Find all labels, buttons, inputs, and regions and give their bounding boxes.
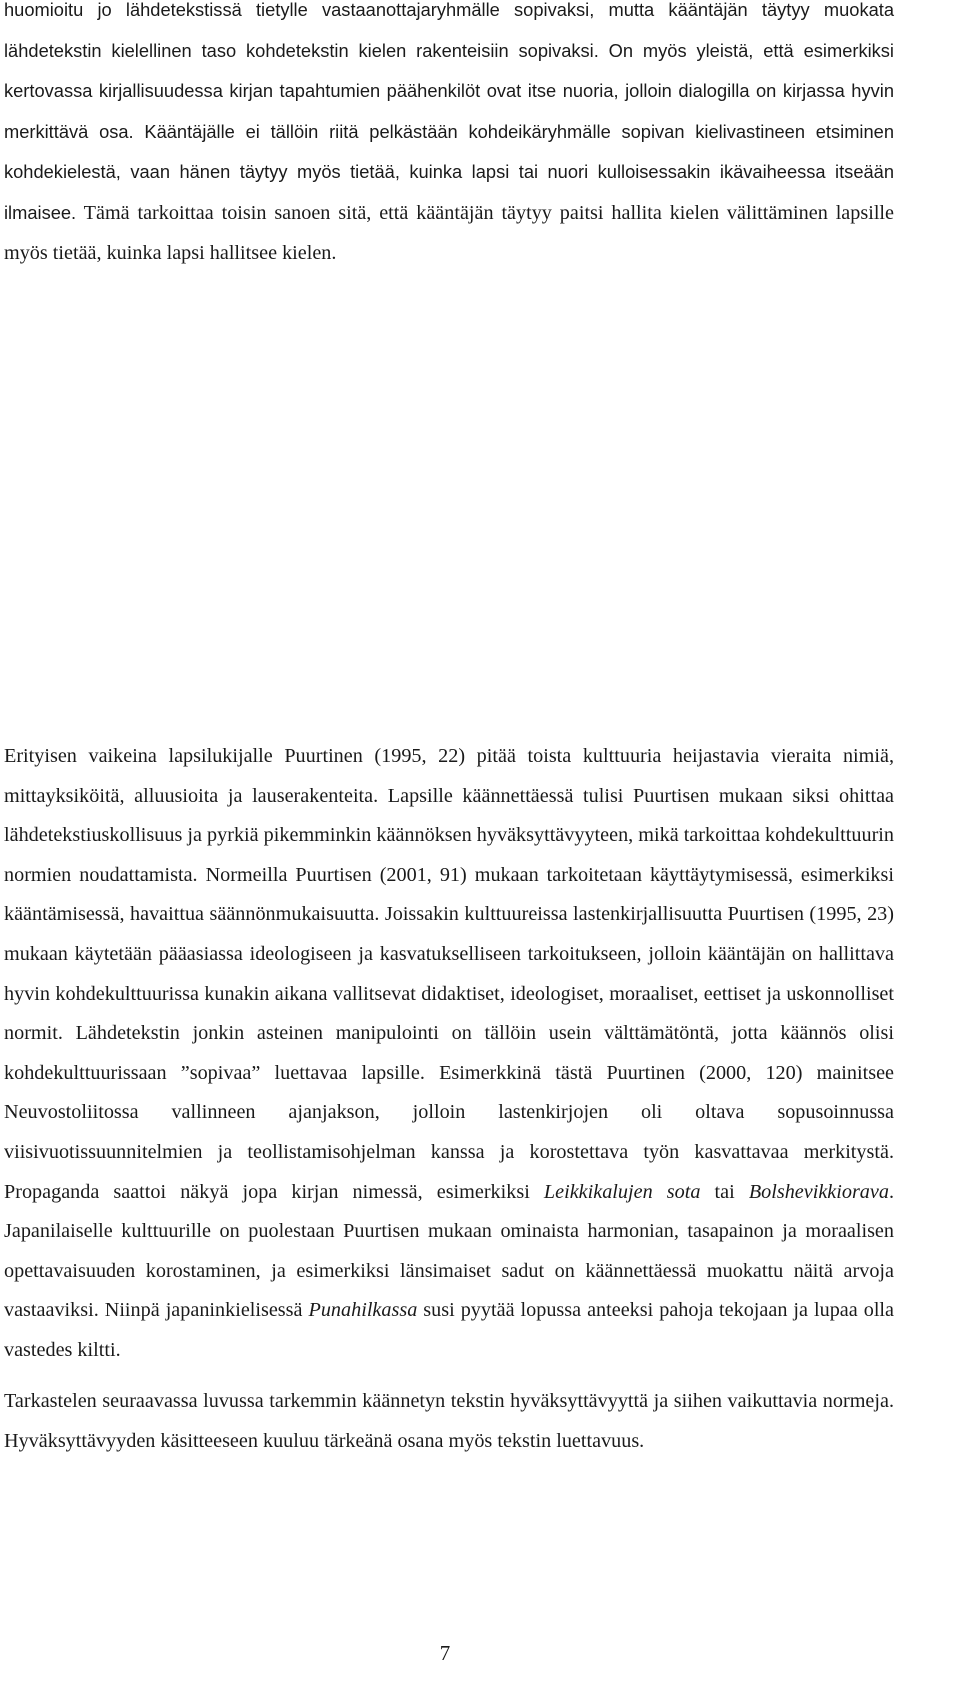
page-number: 7	[439, 1641, 451, 1665]
paragraph-1	[4, 0, 894, 273]
paragraph-1-serif-text: Tämä tarkoittaa toisin sanoen sitä, että kääntäjän täytyy paitsi hallita kielen välittäminen lapsille myös tietää, kuinka lapsi hallitsee kielen.	[4, 201, 894, 264]
paragraph-1-sans-text: huomioitu jo lähdetekstissä tietylle vastaanottajaryhmälle sopivaksi, mutta kääntäjän täytyy muokata lähdetekstin kielellinen taso kohdetekstin kielen rakenteisiin sopivaksi. On myös yleistä, että esimerkiksi kertovassa kirjallisuudessa kirjan tapahtumien päähenkilöt ovat itse nuoria, jolloin dialogilla on kirjassa hyvin merkittävä osa. Kääntäjälle ei tällöin riitä pelkästään kohdeikäryhmälle sopivan kielivastineen etsiminen kohdekielestä, vaan hänen täytyy myös tietää, kuinka lapsi tai nuori kulloisessakin ikävaiheessa itseään ilmaisee.	[4, 0, 894, 223]
book-title-bolshevikkiorava: Bolshevikkiorava	[748, 1180, 889, 1203]
paragraph-3: Tarkastelen seuraavassa luvussa tarkemmin käännetyn tekstin hyväksyttävyyttä ja siihen vaikuttavia normeja. Hyväksyttävyyden käsitteeseen kuuluu tärkeänä osana myös tekstin luettavuus.	[4, 1390, 894, 1452]
paragraph-2-text-d: susi pyytää lopussa anteeksi pahoja tekojaan ja lupaa olla vastedes kiltti.	[4, 1299, 894, 1361]
paragraph-2-text-a: Erityisen vaikeina lapsilukijalle Puurtinen (1995, 22) pitää toista kulttuuria heijastavia vieraita nimiä, mittayksiköitä, alluusioita ja lauserakenteita. Lapsille käännettäessä tulisi Puurtisen mukaan siksi ohittaa lähdetekstiuskollisuus ja pyrkiä pikemminkin käännöksen hyväksyttävyyteen, mikä tarkoittaa kohdekulttuurin normien noudattamista. Normeilla Puurtisen (2001, 91) mukaan tarkoitetaan käyttäytymisessä, esimerkiksi kääntämisessä, havaittua säännönmukaisuutta. Joissakin kulttuureissa lastenkirjallisuutta Puurtisen (1995, 23) mukaan käytetään pääasiassa ideologiseen ja kasvatukselliseen tarkoitukseen, jolloin kääntäjän on hallittava hyvin kohdekulttuurissa kunakin aikana vallitsevat didaktiset, ideologiset, moraaliset, eettiset ja uskonnolliset normit. Lähdetekstin jonkin asteinen manipulointi on tällöin usein välttämätöntä, jotta käännös olisi kohdekulttuurissaan ”sopivaa” luettavaa lapsille. Esimerkkinä tästä Puurtinen (2000, 120) mainitsee Neuvostoliitossa vallinneen ajanjakson, jolloin lastenkirjojen oli oltava sopusoinnussa viisivuotissuunnitelmien ja teollistamisohjelman kanssa ja korostettava työn kasvattavaa merkitystä. Propaganda saattoi näkyä jopa kirjan nimessä, esimerkiksi	[4, 745, 894, 1203]
paragraph-2-text-c: . Japanilaiselle kulttuurille on puolestaan Puurtisen mukaan ominaista harmonian, tasapainon ja moraalisen opettavaisuuden korostaminen, ja esimerkiksi länsimaiset sadut on käännettäessä muokattu näitä arvoja vastaaviksi. Niinpä japaninkielisessä	[4, 1180, 894, 1322]
paragraph-2	[4, 737, 894, 1371]
paragraph-2-text-b: tai	[700, 1180, 749, 1203]
book-title-leikkikalujen-sota: Leikkikalujen sota	[543, 1180, 701, 1203]
book-title-punahilkassa: Punahilkassa	[308, 1299, 418, 1322]
